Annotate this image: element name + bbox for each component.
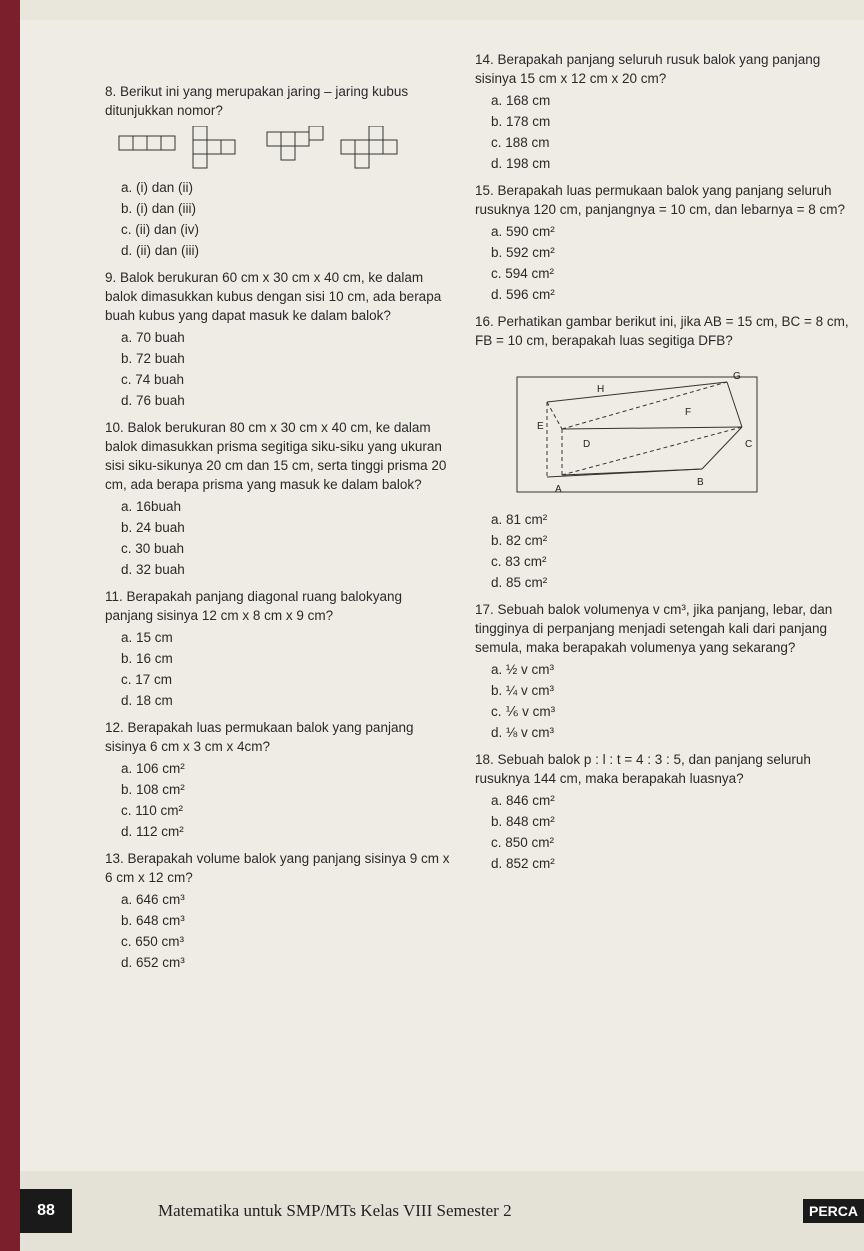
q17-option-d: d. ⅛ v cm³ [491, 725, 555, 740]
label-g: G [733, 371, 741, 382]
page [20, 0, 864, 1251]
cube-nets-figure [117, 126, 450, 174]
q16-option-c: c. 83 cm² [491, 554, 547, 569]
q13-option-a: a. 646 cm³ [121, 892, 185, 907]
right-column [475, 50, 850, 875]
page-footer [20, 1171, 864, 1251]
q10-option-c: c. 30 buah [121, 541, 185, 556]
q17-option-b: b. ¼ v cm³ [491, 683, 555, 698]
q15-option-c: c. 594 cm² [491, 266, 555, 281]
prism-figure [507, 357, 767, 497]
q14-option-c: c. 188 cm [491, 135, 550, 150]
q18-option-a: a. 846 cm² [491, 793, 555, 808]
question-9: 9. Balok berukuran 60 cm x 30 cm x 40 cm, ke dalam balok dimasukkan kubus dengan sisi 10 cm, ada berapa buah kubus yang dapat masuk ke dalam balok? [105, 270, 442, 323]
q8-option-b: b. (i) dan (iii) [121, 201, 197, 216]
question-16: 16. Perhatikan gambar berikut ini, jika AB = 15 cm, BC = 8 cm, FB = 10 cm, berapakah luas segitiga DFB? [475, 314, 849, 348]
q13-option-c: c. 650 cm³ [121, 934, 185, 949]
q11-option-b: b. 16 cm [121, 651, 173, 666]
q14-option-d: d. 198 cm [491, 156, 551, 171]
q9-option-d: d. 76 buah [121, 393, 185, 408]
q18-option-c: c. 850 cm² [491, 835, 555, 850]
q9-option-b: b. 72 buah [121, 351, 185, 366]
label-e: E [537, 421, 544, 432]
question-10: 10. Balok berukuran 80 cm x 30 cm x 40 cm, ke dalam balok dimasukkan prisma segitiga siku-siku yang ukuran sisi siku-sikunya 20 cm dan 15 cm, serta tinggi prisma 20 cm, ada berapa prisma yang masuk ke dalam balok? [105, 420, 447, 492]
question-18: 18. Sebuah balok p : l : t = 4 : 3 : 5, dan panjang seluruh rusuknya 144 cm, maka berapakah luasnya? [475, 752, 811, 786]
q8-option-d: d. (ii) dan (iii) [121, 243, 200, 258]
net-ii [191, 126, 251, 170]
label-f: F [685, 407, 692, 418]
net-i [117, 126, 177, 170]
q15-option-b: b. 592 cm² [491, 245, 555, 260]
q12-option-d: d. 112 cm² [121, 824, 184, 839]
q11-option-d: d. 18 cm [121, 693, 173, 708]
q14-option-a: a. 168 cm [491, 93, 551, 108]
label-h: H [597, 384, 605, 395]
q12-option-b: b. 108 cm² [121, 782, 185, 797]
question-11: 11. Berapakah panjang diagonal ruang balokyang panjang sisinya 12 cm x 8 cm x 9 cm? [105, 589, 402, 623]
net-iii [265, 126, 325, 170]
q8-option-a: a. (i) dan (ii) [121, 180, 194, 195]
q9-option-a: a. 70 buah [121, 330, 185, 345]
q15-option-d: d. 596 cm² [491, 287, 555, 302]
q14-option-b: b. 178 cm [491, 114, 551, 129]
q11-option-c: c. 17 cm [121, 672, 173, 687]
label-c: C [745, 439, 753, 450]
q17-option-c: c. ⅙ v cm³ [491, 704, 556, 719]
publisher-mark: PERCA [803, 1199, 864, 1223]
question-12: 12. Berapakah luas permukaan balok yang panjang sisinya 6 cm x 3 cm x 4cm? [105, 720, 414, 754]
q12-option-a: a. 106 cm² [121, 761, 185, 776]
book-title: Matematika untuk SMP/MTs Kelas VIII Semester 2 [158, 1201, 512, 1220]
q15-option-a: a. 590 cm² [491, 224, 555, 239]
q10-option-b: b. 24 buah [121, 520, 185, 535]
q10-option-a: a. 16buah [121, 499, 182, 514]
q16-option-a: a. 81 cm² [491, 512, 548, 527]
q9-option-c: c. 74 buah [121, 372, 185, 387]
question-8: 8. Berikut ini yang merupakan jaring – jaring kubus ditunjukkan nomor? [105, 84, 409, 118]
q16-option-d: d. 85 cm² [491, 575, 548, 590]
q16-option-b: b. 82 cm² [491, 533, 548, 548]
left-column [105, 82, 450, 974]
q13-option-b: b. 648 cm³ [121, 913, 185, 928]
question-14: 14. Berapakah panjang seluruh rusuk balok yang panjang sisinya 15 cm x 12 cm x 20 cm? [475, 52, 821, 86]
question-15: 15. Berapakah luas permukaan balok yang panjang seluruh rusuknya 120 cm, panjangnya = 10 cm, dan lebarnya = 8 cm? [475, 183, 845, 217]
question-17: 17. Sebuah balok volumenya v cm³, jika panjang, lebar, dan tingginya di perpanjang menjadi setengah kali dari panjang semula, maka berapakah volumenya yang sekarang? [475, 602, 833, 655]
q18-option-b: b. 848 cm² [491, 814, 555, 829]
q11-option-a: a. 15 cm [121, 630, 173, 645]
worksheet [20, 20, 864, 1171]
net-iv [339, 126, 399, 170]
q8-option-c: c. (ii) dan (iv) [121, 222, 200, 237]
q18-option-d: d. 852 cm² [491, 856, 555, 871]
q13-option-d: d. 652 cm³ [121, 955, 185, 970]
q10-option-d: d. 32 buah [121, 562, 185, 577]
page-number: 88 [20, 1189, 72, 1233]
q12-option-c: c. 110 cm² [121, 803, 184, 818]
question-13: 13. Berapakah volume balok yang panjang sisinya 9 cm x 6 cm x 12 cm? [105, 851, 450, 885]
label-d: D [583, 439, 591, 450]
label-a: A [555, 484, 562, 495]
label-b: B [697, 477, 704, 488]
q17-option-a: a. ½ v cm³ [491, 662, 555, 677]
